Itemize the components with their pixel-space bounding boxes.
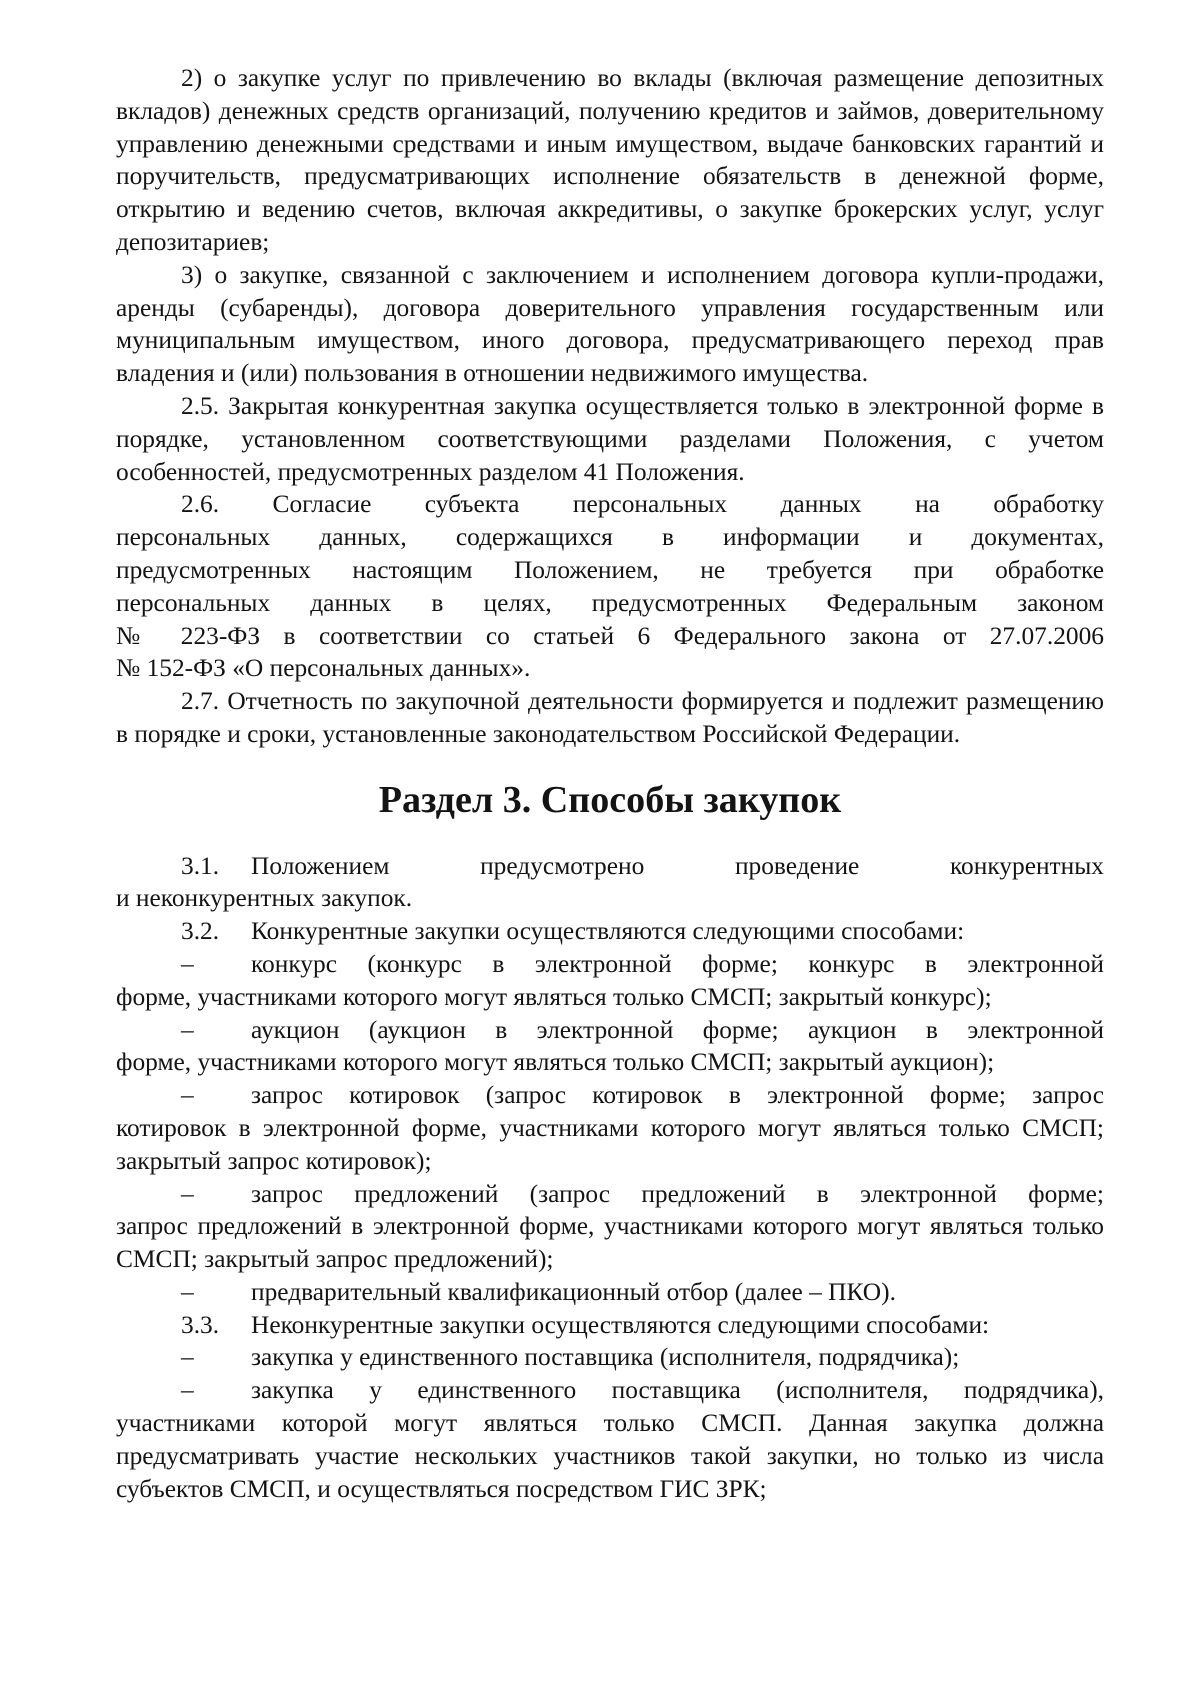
paragraph-2-3: 3) о закупке, связанной с заключением и исполнением договора купли-продажи, аренды (субаренды), договора доверительного управления государственным или муниципальным имуществом, иного договора, предусматривающего переход прав владения и (или) пользования в отношении недвижимого имущества. xyxy=(116,260,1104,388)
paragraph-2-6-line: № 152-ФЗ «О персональных данных». xyxy=(116,654,531,683)
paragraph-3-3-line xyxy=(116,1309,1104,1342)
list-item-text: аукцион (аукцион в электронной форме; аукцион в электронной xyxy=(251,1015,1104,1044)
paragraph-2-2: 2) о закупке услуг по привлечению во вклады (включая размещение депозитных вкладов) денежных средств организаций, получению кредитов и займов, доверительному управлению денежными средствами и иным имуществом, выдаче банковских гарантий и поручительств, предусматривающих исполнение обязательств в денежной форме, открытию и ведению счетов, включая аккредитивы, о закупке брокерских услуг, услуг депозитариев; xyxy=(116,64,1104,256)
list-item-pko xyxy=(116,1276,1104,1309)
list-item-text: закупка у единственного поставщика (исполнителя, подрядчика), xyxy=(251,1376,1104,1405)
paragraph-2-6-line: персональных данных в целях, предусмотренных Федеральным законом xyxy=(116,588,1104,617)
list-dash: – xyxy=(181,949,194,978)
clause-number: 3.2. xyxy=(181,917,220,946)
list-item-rest: запрос предложений в электронной форме, участниками которого могут являться только СМСП; закрытый запрос предложений); xyxy=(116,1212,1104,1274)
paragraph-2-6-line: персональных данных, содержащихся в информации и документах, xyxy=(116,523,1104,552)
list-item-rest: форме, участниками которого могут являться только СМСП; закрытый конкурс); xyxy=(116,982,992,1011)
list-item-text: конкурс (конкурс в электронной форме; конкурс в электронной xyxy=(251,949,1104,978)
paragraph-2-5: 2.5. Закрытая конкурентная закупка осуществляется только в электронной форме в порядке, установленном соответствующими разделами Положения, с учетом особенностей, предусмотренных разделом 41 Положения. xyxy=(116,391,1104,486)
paragraph-3-1 xyxy=(116,850,1104,916)
list-item-zapros-predlozheniy xyxy=(116,1178,1104,1276)
list-item-text: предварительный квалификационный отбор (далее – ПКО). xyxy=(251,1277,896,1306)
list-dash: – xyxy=(181,1277,194,1306)
list-item-text: запрос предложений (запрос предложений в электронной форме; xyxy=(251,1179,1104,1208)
paragraph-3-3 xyxy=(116,1309,1104,1342)
list-item-rest: котировок в электронной форме, участниками которого могут являться только СМСП; закрытый запрос котировок); xyxy=(116,1113,1104,1175)
list-item-first-line xyxy=(116,1178,1104,1211)
list-dash: – xyxy=(181,1081,194,1110)
clause-text: Положением предусмотрено проведение конкурентных xyxy=(251,851,1104,880)
list-item-first-line xyxy=(116,1079,1104,1112)
list-item-auktsion xyxy=(116,1014,1104,1080)
list-item-single-supplier-smsp xyxy=(116,1374,1104,1505)
list-dash: – xyxy=(181,1179,194,1208)
paragraph-2-7: 2.7. Отчетность по закупочной деятельности формируется и подлежит размещению в порядке и сроки, установленные законодательством Российской Федерации. xyxy=(116,687,1104,748)
paragraph-3-1-last-line: и неконкурентных закупок. xyxy=(116,884,413,913)
paragraph-3-1-first-line xyxy=(116,850,1104,883)
paragraph-2-6-line: 2.6. Согласие субъекта персональных данных на обработку xyxy=(181,490,1104,519)
list-dash: – xyxy=(181,1343,194,1372)
clause-text: Конкурентные закупки осуществляются следующими способами: xyxy=(251,917,965,946)
paragraph-2-6-line: предусмотренных настоящим Положением, не требуется при обработке xyxy=(116,555,1104,584)
clause-text: Неконкурентные закупки осуществляются следующими способами: xyxy=(251,1310,990,1339)
list-item-single-supplier xyxy=(116,1341,1104,1374)
list-item-first-line xyxy=(116,1341,1104,1374)
section-heading: Раздел 3. Способы закупок xyxy=(378,778,842,821)
clause-number: 3.1. xyxy=(181,851,220,880)
paragraph-2-6-line: № 223-ФЗ в соответствии со статьей 6 Федерального закона от 27.07.2006 xyxy=(116,621,1104,650)
list-item-first-line xyxy=(116,1374,1104,1407)
list-dash: – xyxy=(181,1015,194,1044)
list-item-text: закупка у единственного поставщика (исполнителя, подрядчика); xyxy=(251,1343,960,1372)
paragraph-3-2 xyxy=(116,915,1104,948)
list-item-zapros-kotirovok xyxy=(116,1079,1104,1177)
list-item-first-line xyxy=(116,1014,1104,1047)
list-item-first-line xyxy=(116,948,1104,981)
list-item-text: запрос котировок (запрос котировок в электронной форме; запрос xyxy=(251,1081,1104,1110)
list-item-konkurs xyxy=(116,948,1104,1014)
clause-number: 3.3. xyxy=(181,1310,220,1339)
document-page xyxy=(116,62,1104,1505)
paragraph-2-6 xyxy=(116,488,1104,685)
list-item-rest: участниками которой могут являться только СМСП. Данная закупка должна предусматривать участие нескольких участников такой закупки, но только из числа субъектов СМСП, и осуществляться посредством ГИС ЗРК; xyxy=(116,1409,1104,1503)
list-item-first-line xyxy=(116,1276,1104,1309)
paragraph-3-2-line xyxy=(116,915,1104,948)
list-item-rest: форме, участниками которого могут являться только СМСП; закрытый аукцион); xyxy=(116,1048,995,1077)
list-dash: – xyxy=(181,1376,194,1405)
